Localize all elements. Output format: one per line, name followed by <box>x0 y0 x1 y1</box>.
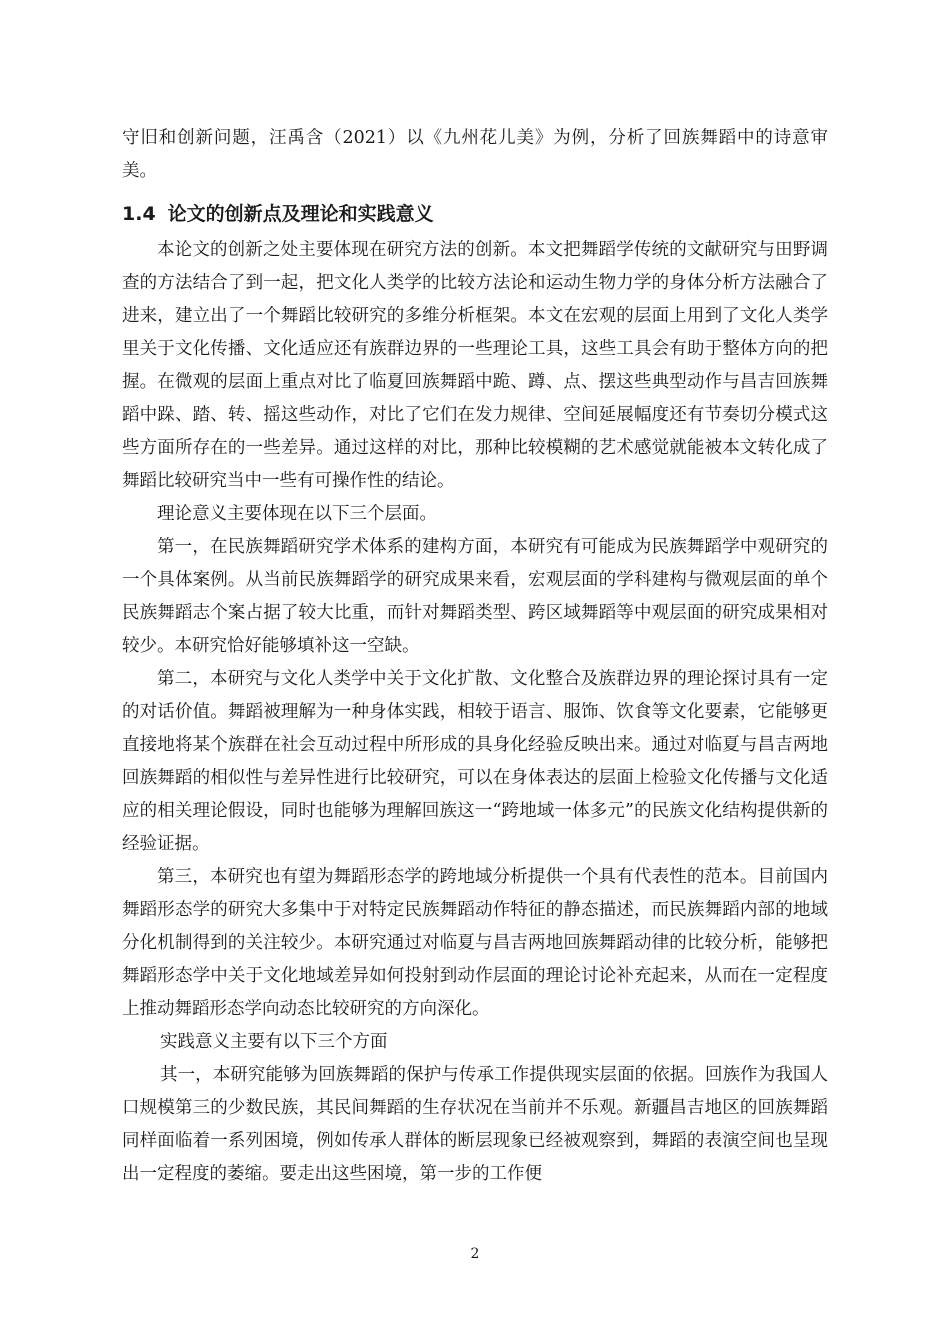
paragraph-continued: 守旧和创新问题，汪禹含（2021）以《九州花儿美》为例，分析了回族舞蹈中的诗意审美。 <box>122 128 828 181</box>
paragraph-theory-third: 第三，本研究也有望为舞蹈形态学的跨地域分析提供一个具有代表性的范本。目前国内舞蹈形态学的研究大多集中于对特定民族舞蹈动作特征的静态描述，而民族舞蹈内部的地域分化机制得到的关注较少。本研究通过对临夏与昌吉两地回族舞蹈动律的比较分析，能够把舞蹈形态学中关于文化地域差异如何投射到动作层面的理论讨论补充起来，从而在一定程度上推动舞蹈形态学向动态比较研究的方向深化。 <box>122 867 828 1019</box>
section-heading <box>122 202 828 226</box>
page-number: 2 <box>470 1246 480 1262</box>
document-body <box>122 122 828 1191</box>
paragraph-practice-first: 其一，本研究能够为回族舞蹈的保护与传承工作提供现实层面的依据。回族作为我国人口规模第三的少数民族，其民间舞蹈的生存状况在当前并不乐观。新疆昌吉地区的回族舞蹈同样面临着一系列困境，例如传承人群体的断层现象已经被观察到，舞蹈的表演空间也呈现出一定程度的萎缩。要走出这些困境，第一步的工作便 <box>122 1065 828 1184</box>
section-title: 论文的创新点及理论和实践意义 <box>167 203 434 225</box>
section-number: 1.4 <box>122 203 156 225</box>
paragraph-theory-intro: 理论意义主要体现在以下三个层面。 <box>157 504 437 524</box>
paragraph-theory-second: 第二，本研究与文化人类学中关于文化扩散、文化整合及族群边界的理论探讨具有一定的对话价值。舞蹈被理解为一种身体实践，相较于语言、服饰、饮食等文化要素，它能够更直接地将某个族群在社会互动过程中所形成的具身化经验反映出来。通过对临夏与昌吉两地回族舞蹈的相似性与差异性进行比较研究，可以在身体表达的层面上检验文化传播与文化适应的相关理论假设，同时也能够为理解回族这一“跨地域一体多元”的民族文化结构提供新的经验证据。 <box>122 669 828 854</box>
paragraph-theory-first: 第一，在民族舞蹈研究学术体系的建构方面，本研究有可能成为民族舞蹈学中观研究的一个具体案例。从当前民族舞蹈学的研究成果来看，宏观层面的学科建构与微观层面的单个民族舞蹈志个案占据了较大比重，而针对舞蹈类型、跨区域舞蹈等中观层面的研究成果相对较少。本研究恰好能够填补这一空缺。 <box>122 537 828 656</box>
paragraph-innovation: 本论文的创新之处主要体现在研究方法的创新。本文把舞蹈学传统的文献研究与田野调查的方法结合了到一起，把文化人类学的比较方法论和运动生物力学的身体分析方法融合了进来，建立出了一个舞蹈比较研究的多维分析框架。本文在宏观的层面上用到了文化人类学里关于文化传播、文化适应还有族群边界的一些理论工具，这些工具会有助于整体方向的把握。在微观的层面上重点对比了临夏回族舞蹈中跪、蹲、点、摆这些典型动作与昌吉回族舞蹈中跺、踏、转、摇这些动作，对比了它们在发力规律、空间延展幅度还有节奏切分模式这些方面所存在的一些差异。通过这样的对比，那种比较模糊的艺术感觉就能被本文转化成了舞蹈比较研究当中一些有可操作性的结论。 <box>122 240 828 491</box>
paragraph-practice-intro: 实践意义主要有以下三个方面 <box>160 1032 388 1052</box>
